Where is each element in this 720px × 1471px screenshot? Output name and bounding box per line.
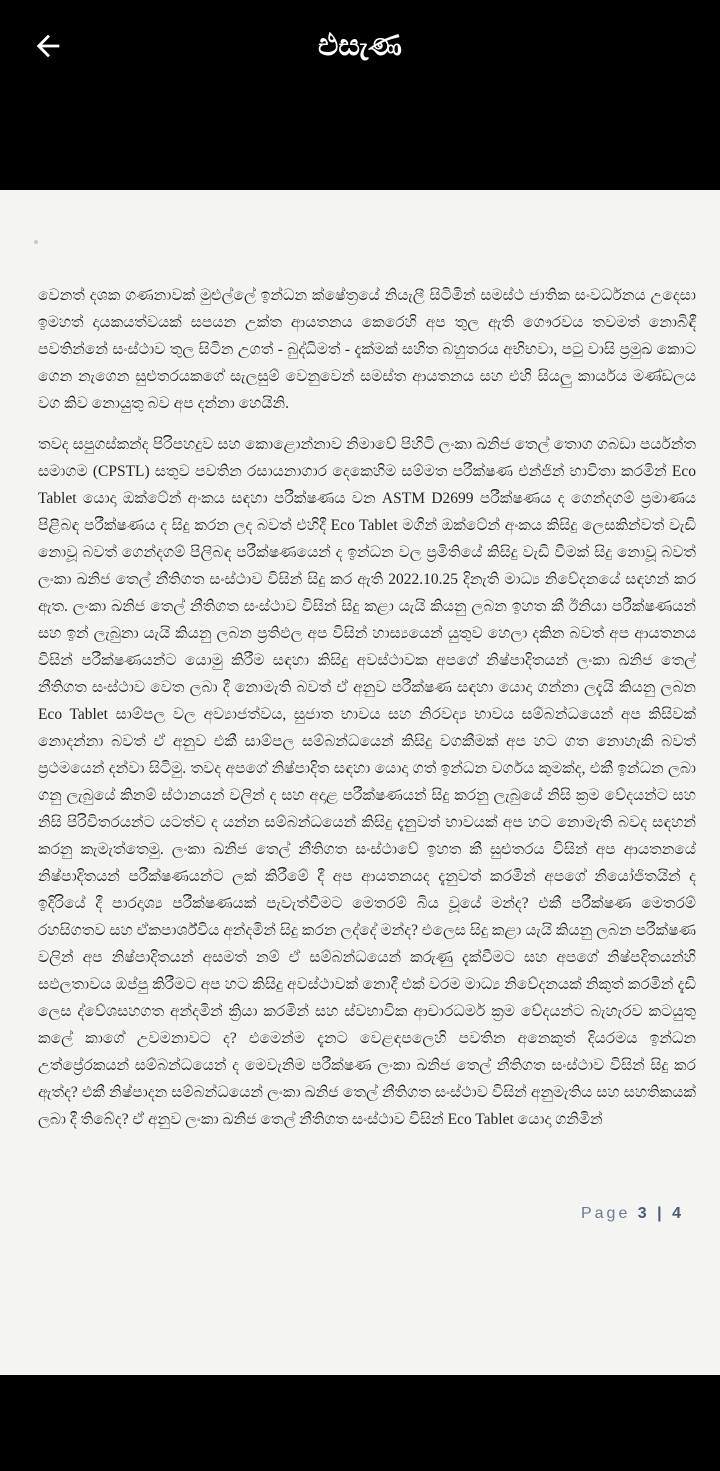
document-body [38,282,696,1147]
page-total: 4 [672,1205,684,1222]
app-bar [0,0,720,190]
bottom-bar [0,1375,720,1471]
paragraph-1: වෙනත් දශක ගණනාවක් මුළුල්ලේ ඉන්ධන ක්ෂේත්‍රයේ නියැලී සිටිමින් සමස්ථ ජාතික සංවර්ධනය උදෙසා ඉමහත් දායකයත්වයක් සපයන උක්ත ආයතනය කෙරෙහි අප තුල ඇති ගෞරවය තවමත් නොබිඳී පවතින්නේ සංස්ථාව තුල සිටින උගත් - බුද්ධිමත් - දැක්මක් සහිත බහුතරය අභිභවා, පටු වාසි ප්‍රමුඛ කොට ගෙන නැගෙන සුළුතරයකගේ සැලසුම් වෙනුවෙන් සමස්ත ආයතනය සහ එහි සියලු කාර්යය මණ්ඩලය වග කිව නොයුතු බව අප දන්නා හෙයිනි. [38,287,696,412]
document-page[interactable] [0,190,720,1375]
back-button[interactable] [22,22,74,70]
paragraph-2: තවද සපුගස්කන්ද පිරිපහදුව සහ කොළොන්නාව නිමාවේ පිහිටි ලංකා ඛනිජ තෙල් තොග ගබඩා පර්යන්ත සමාගම (CPSTL) සතුව පවතින රසායනාගාර දෙකෙහිම සම්මත පරීක්ෂණ එන්ජින් භාවිතා කරමින් Eco Tablet යොදා ඔක්ටේන් අංකය සඳහා පරීක්ෂණය වන ASTM D2699 පරීක්ෂණය ද ගෙන්දගම් ප්‍රමාණය පිළිබඳ පරීක්ෂණය ද සිදු කරන ලද බවත් එහිදී Eco Tablet මගින් ඔක්ටේන් අංකය කිසිදු ලෙසකින්වත් වැඩි නොවූ බවත් ගෙන්දගම් පිලිබඳ පරීක්ෂණයෙන් ද ඉන්ධන වල ප්‍රමිතියේ කිසිදු වැඩි වීමක් සිදු නොවූ බවත් ලංකා ඛනිජ තෙල් නීතිගත සංස්ථාව විසින් සිදු කර ඇති 2022.10.25 දිනැති මාධ්‍ය නිවේදනයේ සඳහන් කර ඇත. ලංකා ඛනිජ තෙල් නීතිගත සංස්ථාව විසින් සිදු කළා යැයි කියනු ලබන ඉහත කී ඊනියා පරීක්ෂණයන් සහ ඉන් ලැබුනා යැයි කියනු ලබන ප්‍රතිඵල අප විසින් හාස්‍යයෙන් යුතුව හෙලා දකින බවත් අප ආයතනය විසින් පරීක්ෂණයන්ට යොමු කිරීම සඳහා කිසිදු අවස්ථාවක අපගේ නිෂ්පාදිතයන් ලංකා ඛනිජ තෙල් නීතිගත සංස්ථාව වෙත ලබා දී නොමැති බවත් ඒ අනුව පරීක්ෂණ සඳහා යොදා ගන්නා ලදැයි කියනු ලබන Eco Tablet සාම්පල වල අව්‍යාජත්වය, සුජාත භාවය සහ නිරවද්‍ය භාවය සම්බන්ධයෙන් අප කිසිවක් නොදන්නා බවත් ඒ අනුව එකී සාම්පල සම්බන්ධයෙන් කිසිදු වගකීමක් අප හට ගත නොහැකි බවත් ප්‍රථමයෙන් දන්වා සිටිමු. තවද අපගේ නිෂ්පාදිත සඳහා යොදා ගත් ඉන්ධන වර්ගය කුමක්ද, එකී ඉන්ධන ලබා ගනු ලැබුයේ කිනම් ස්ථානයන් වලින් ද සහ අදාළ පරීක්ෂණයන් සිදු කරනු ලැබුයේ නිසි ක්‍රම වේදයන්ට සහ නිසි පිරිවිතරයන්ට යටත්ව ද යන්න සම්බන්ධයෙන් කිසිදු දැනුවත් භාවයක් අප හට නොමැති බවද සඳහන් කරනු කැමැත්තෙමු. ලංකා ඛනිජ තෙල් නීතිගත සංස්ථාවේ ඉහත කී සුළුතරය විසින් අප ආයතනයේ නිෂ්පාදිතයන් පරීක්ෂණයන්ට ලක් කිරීමේ දී අප ආයතනයද දැනුවත් කරමින් අපගේ නියෝජිතයින් ද ඉදිරියේ දී පාරදෘශ්‍ය පරීක්ෂණයක් පැවැත්වීමට මෙතරම් බිය වූයේ මන්ද? එකී පරීක්ෂණ මෙතරම් රහසිගතව සහ ඒකපාර්ශ්විය අන්දමින් සිදු කරන ලද්දේ මන්ද? එලෙස සිදු කළා යැයි කියනු ලබන පරීක්ෂණ වලින් අප නිෂ්පාදිතයන් අසමත් නම් ඒ සම්බන්ධයෙන් කරුණු දැක්වීමට සහ අපගේ නිෂ්පදිතයන්හි සඵලතාවය ඔප්පු කිරීමට අප හට කිසිදු අවස්ථාවක් නොදී එක් වරම මාධ්‍ය නිවේදනයක් නිකුත් කරමින් දැඩි ලෙස ද්වේශසහගත අන්දමින් ක්‍රියා කරමින් සහ ස්වභාවික ආචාරධර්ම ක්‍රම වේදයන්ට බැහැරව කටයුතු කලේ කාගේ උවමනාවට ද? එමෙන්ම දැනට වෙළඳපලෙහි පවතින අනෙකුත් දියරමය ඉන්ධන උත්ප්‍රේරකයන් සම්බන්ධයෙන් ද මෙවැනිම පරීක්ෂණ ලංකා ඛනිජ තෙල් නීතිගත සංස්ථාව විසින් සිදු කර ඇත්ද? එකී නිෂ්පාදන සම්බන්ධයෙන් ලංකා ඛනිජ තෙල් නීතිගත සංස්ථාව විසින් අනුමැතිය සහ සහතිකයක් ලබා දී තිබේද? ඒ අනුව ලංකා ඛනිජ තෙල් නීතිගත සංස්ථාව විසින් Eco Tablet යොදා ගනිමින් [38,436,696,1128]
page-label: Page [580,1205,631,1222]
page-current: 3 [637,1205,650,1222]
page-separator: | [657,1205,665,1222]
page-number [581,1205,684,1223]
arrow-left-icon [31,29,65,63]
page-title: එසැණ [318,28,402,63]
scan-speck [34,240,38,244]
